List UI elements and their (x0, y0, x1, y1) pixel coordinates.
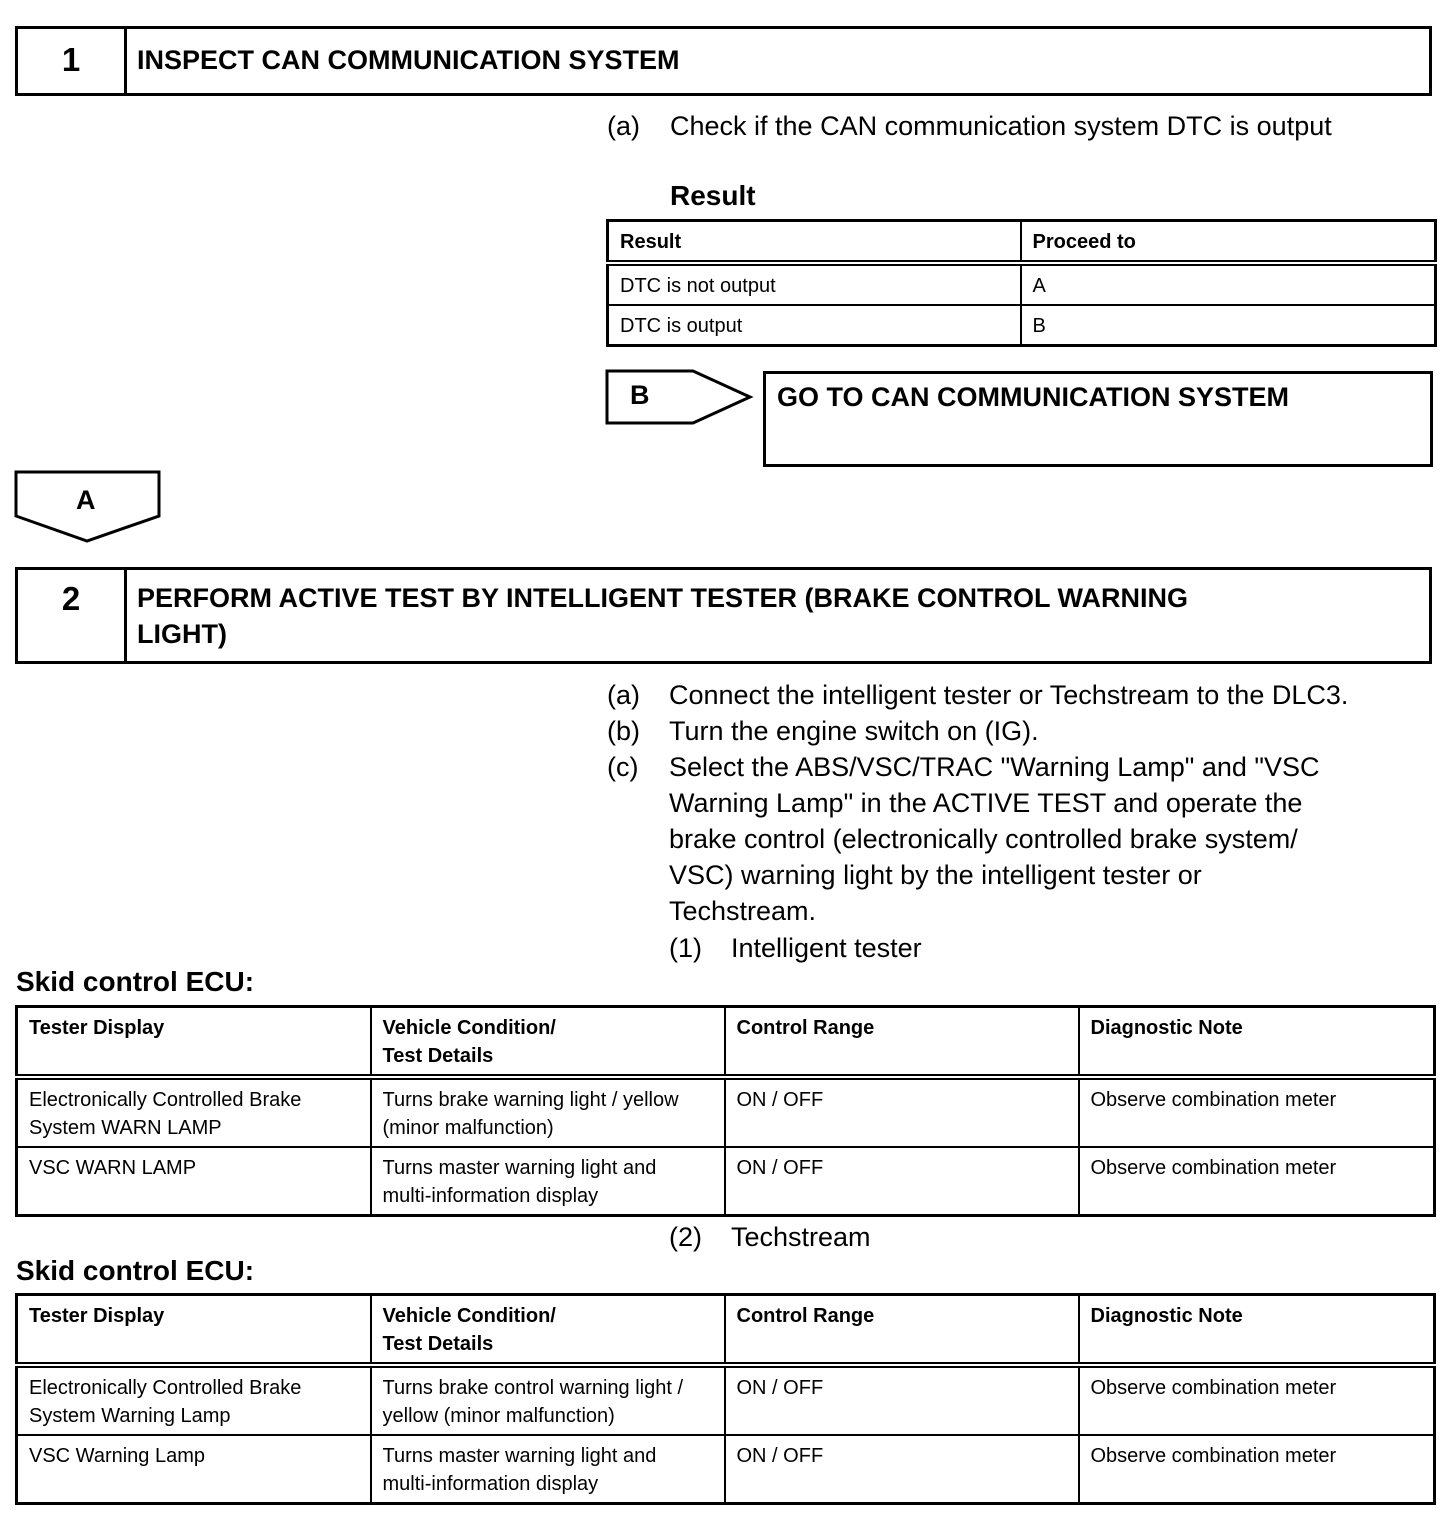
goto-action-text: GO TO CAN COMMUNICATION SYSTEM (777, 382, 1289, 412)
branch-b-label: B (630, 380, 650, 410)
instruction-2c (607, 749, 1447, 929)
table-cell: VSC Warning Lamp (17, 1435, 371, 1504)
column-header: Diagnostic Note (1079, 1295, 1435, 1366)
table-row (608, 263, 1436, 305)
instruction-text: Turn the engine switch on (IG). (669, 716, 1039, 746)
column-header: Vehicle Condition/ Test Details (371, 1007, 725, 1078)
step-title (127, 570, 1429, 661)
instruction-line: Warning Lamp" in the ACTIVE TEST and operate the (669, 788, 1303, 818)
table-cell: Observe combination meter (1079, 1365, 1435, 1435)
instruction-label: (c) (607, 752, 639, 782)
techstream-table (15, 1293, 1436, 1505)
step-number: 2 (18, 570, 127, 661)
branch-a-label: A (76, 485, 96, 515)
table-row (17, 1435, 1435, 1504)
table-cell: DTC is output (608, 305, 1021, 346)
column-header: Control Range (725, 1295, 1079, 1366)
table-cell: ON / OFF (725, 1077, 1079, 1147)
instruction-line: brake control (electronically controlled brake system/ (669, 824, 1298, 854)
table-cell: VSC WARN LAMP (17, 1147, 371, 1216)
table-row (17, 1147, 1435, 1216)
table-heading: Skid control ECU: (16, 966, 255, 997)
branch-b-arrow-icon (604, 367, 756, 429)
sub-instruction-label: (1) (669, 933, 702, 963)
table-cell: Turns brake warning light / yellow (minor malfunction) (371, 1077, 725, 1147)
table-cell: Observe combination meter (1079, 1147, 1435, 1216)
step-1-header (15, 26, 1432, 96)
table-cell: A (1021, 263, 1436, 305)
sub-instruction-text: Techstream (731, 1222, 871, 1252)
instruction-text: Connect the intelligent tester or Techstream to the DLC3. (669, 680, 1349, 710)
table-cell: Turns master warning light and multi-information display (371, 1147, 725, 1216)
column-header: Diagnostic Note (1079, 1007, 1435, 1078)
sub-instruction-1 (669, 930, 1069, 966)
column-header: Result (608, 221, 1021, 264)
sub-instruction-2 (669, 1219, 1069, 1255)
table-cell: ON / OFF (725, 1435, 1079, 1504)
table-cell: Turns master warning light and multi-information display (371, 1435, 725, 1504)
step-title: INSPECT CAN COMMUNICATION SYSTEM (137, 45, 680, 75)
column-header: Proceed to (1021, 221, 1436, 264)
instruction-2a (607, 677, 1447, 713)
instruction-label: (b) (607, 716, 640, 746)
table-cell: Turns brake control warning light / yellow (minor malfunction) (371, 1365, 725, 1435)
step-number: 1 (18, 29, 127, 93)
instruction-2b (607, 713, 1447, 749)
table-cell: Observe combination meter (1079, 1435, 1435, 1504)
goto-can-system-box (763, 371, 1433, 467)
column-header: Control Range (725, 1007, 1079, 1078)
column-header: Vehicle Condition/ Test Details (371, 1295, 725, 1366)
table-cell: Observe combination meter (1079, 1077, 1435, 1147)
intelligent-tester-table (15, 1005, 1436, 1217)
result-table (606, 219, 1437, 347)
step-title-line: LIGHT) (137, 619, 227, 649)
table-cell: B (1021, 305, 1436, 346)
result-table-title: Result (670, 180, 756, 211)
column-header: Tester Display (17, 1007, 371, 1078)
instruction-label: (a) (607, 111, 640, 141)
table-row (608, 305, 1436, 346)
instruction-line: Select the ABS/VSC/TRAC "Warning Lamp" and "VSC (669, 752, 1320, 782)
table-cell: ON / OFF (725, 1147, 1079, 1216)
instruction-text (669, 749, 1439, 929)
step-2-header (15, 567, 1432, 664)
table-cell: DTC is not output (608, 263, 1021, 305)
step-title-line: PERFORM ACTIVE TEST BY INTELLIGENT TESTER (BRAKE CONTROL WARNING (137, 583, 1189, 613)
instruction-line: Techstream. (669, 896, 817, 926)
instruction-label: (a) (607, 680, 640, 710)
sub-instruction-label: (2) (669, 1222, 702, 1252)
instruction-text: Check if the CAN communication system DTC is output (670, 111, 1332, 141)
column-header: Tester Display (17, 1295, 371, 1366)
table-heading: Skid control ECU: (16, 1255, 255, 1286)
table-cell: Electronically Controlled Brake System Warning Lamp (17, 1365, 371, 1435)
table-row (17, 1365, 1435, 1435)
table-row (17, 1077, 1435, 1147)
table-cell: ON / OFF (725, 1365, 1079, 1435)
sub-instruction-text: Intelligent tester (731, 933, 922, 963)
instruction-1a (607, 108, 1447, 148)
instruction-line: VSC) warning light by the intelligent tester or (669, 860, 1202, 890)
table-cell: Electronically Controlled Brake System WARN LAMP (17, 1077, 371, 1147)
